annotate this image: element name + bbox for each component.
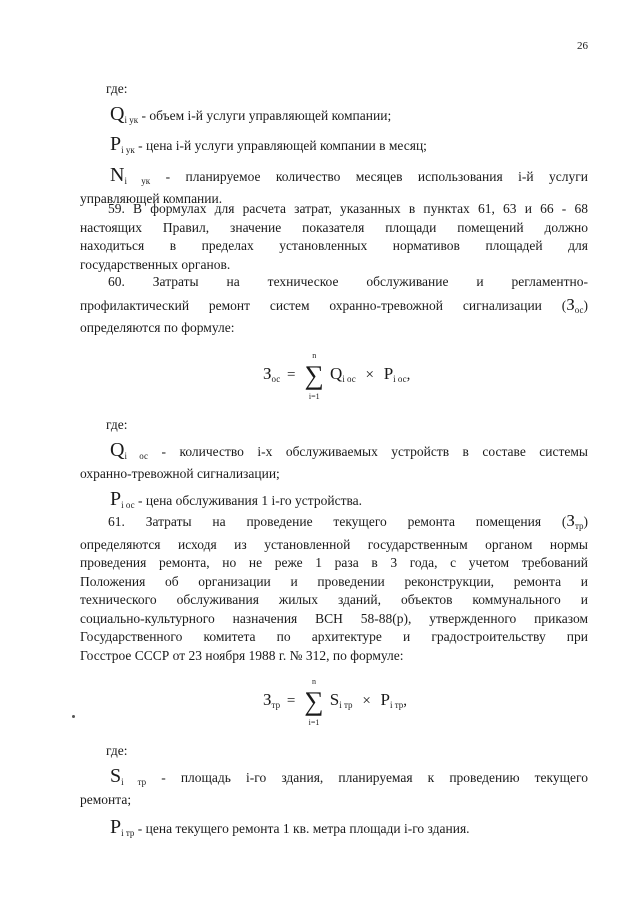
paragraph-60: 60. Затраты на техническое обслуживание и регламентно- профилактический ремонт систем охранно-тревожной сигнализации $(З_{ос})$ определяются по формуле:: [80, 274, 588, 335]
page-number: 26: [577, 40, 588, 52]
definition-s-tr: $S_{i тр}$ - площадь i-го здания, планируемая к проведению текущего ремонта;: [80, 764, 588, 807]
where-label: где:: [106, 81, 128, 96]
formula-alarm-maintenance: $З_{ос}$ = n ∑ i=1 $Q_{i ос} \times P_{i ос}$,: [263, 351, 411, 401]
formula-current-repair: $З_{тр}$ = n ∑ i=1 $S_{i тр} \times P_{i тр}$,: [263, 677, 408, 727]
paragraph-61: 61. Затраты на проведение текущего ремонта помещения $(З_{тр})$ определяются исходя из установленной государственным органом нормы проведения ремонта, но не реже 1 раза в 3 года, с учетом требований Положения об организации и проведении реконструкции, ремонта и технического обслуживания жилых зданий, объектов коммунального и социально-культурного назначения ВСН 58-88(р), утвержденного приказом Государственного комитета по архитектуре и градостроительству при Госстрое СССР от 23 ноября 1988 г. № 312, по формуле:: [80, 511, 588, 663]
sum-symbol: n ∑ i=1: [304, 677, 324, 727]
definition-q-os: $Q_{i ос}$ - количество i-х обслуживаемых устройств в составе системы охранно-тревожной сигнализации;: [80, 438, 588, 481]
where-label: где:: [106, 417, 128, 432]
scan-dot: [72, 715, 75, 718]
definition-q-uk: $Q_{i ук}$ - объем i-й услуги управляющей компании;: [110, 102, 392, 125]
paragraph-59: 59. В формулах для расчета затрат, указанных в пунктах 61, 63 и 66 - 68 настоящих Правил, значение показателя площади помещений должно находиться в пределах установленных нормативов площадей для государственных органов.: [80, 201, 588, 272]
definition-p-os: $P_{i ос}$ - цена обслуживания 1 i-го устройства.: [110, 487, 363, 510]
definitions-block-2: [80, 416, 588, 514]
sum-symbol: n ∑ i=1: [304, 351, 324, 401]
definition-p-tr: $P_{i тр}$ - цена текущего ремонта 1 кв. метра площади i-го здания.: [110, 815, 470, 838]
definitions-block-1: [80, 80, 588, 209]
definition-p-uk: $P_{i ук}$ - цена i-й услуги управляющей компании в месяц;: [110, 133, 427, 155]
definitions-block-3: [80, 742, 588, 842]
definition-n-uk: $N_{i ук}$ - планируемое количество месяцев использования i-й услуги управляющей компании.: [80, 163, 588, 206]
where-label: где:: [106, 743, 128, 758]
